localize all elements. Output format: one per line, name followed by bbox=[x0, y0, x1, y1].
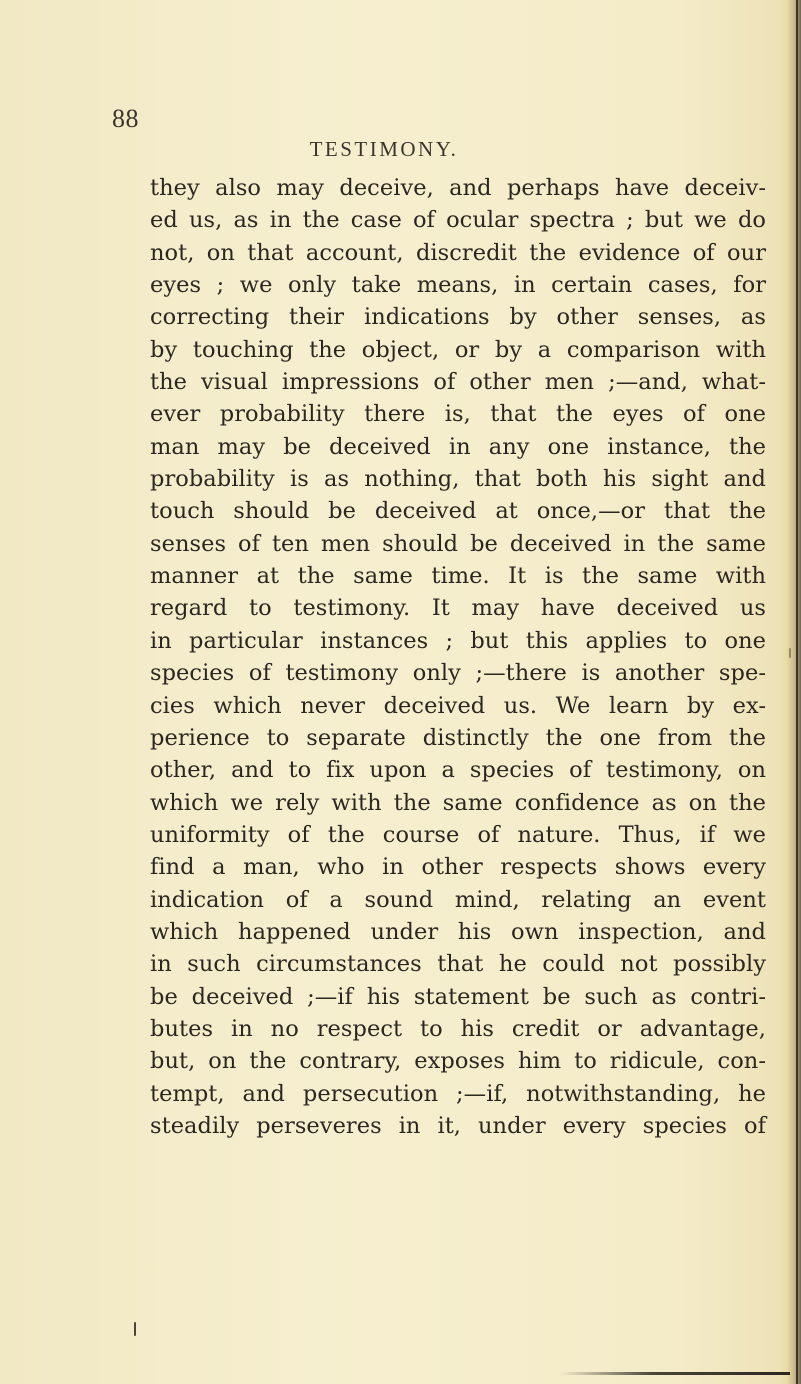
ink-speck bbox=[789, 648, 791, 658]
text-line: but, on the contrary, exposes him to ridicule, con- bbox=[150, 1048, 766, 1075]
page-number: 88 bbox=[112, 104, 139, 133]
text-line: other, and to fix upon a species of testimony, on bbox=[150, 757, 766, 784]
text-line: tempt, and persecution ;—if, notwithstanding, he bbox=[150, 1080, 766, 1107]
text-line: senses of ten men should be deceived in the same bbox=[150, 530, 766, 557]
text-line: cies which never deceived us. We learn by ex- bbox=[150, 692, 766, 719]
running-head: TESTIMONY. bbox=[309, 137, 459, 161]
text-line: which we rely with the same confidence as on the bbox=[150, 789, 766, 816]
text-line: which happened under his own inspection, and bbox=[150, 918, 766, 945]
text-line: correcting their indications by other senses, as bbox=[150, 304, 766, 331]
text-line: butes in no respect to his credit or advantage, bbox=[150, 1015, 766, 1042]
text-line: the visual impressions of other men ;—and, what- bbox=[150, 369, 766, 396]
text-line: indication of a sound mind, relating an event bbox=[150, 886, 766, 913]
text-line: by touching the object, or by a comparison with bbox=[150, 336, 766, 363]
text-line: man may be deceived in any one instance, the bbox=[150, 433, 766, 460]
text-line: in such circumstances that he could not possibly bbox=[150, 951, 766, 978]
text-line: find a man, who in other respects shows every bbox=[150, 854, 766, 881]
text-line: eyes ; we only take means, in certain cases, for bbox=[150, 272, 766, 299]
text-line: steadily perseveres in it, under every species of bbox=[150, 1112, 766, 1139]
text-line: ever probability there is, that the eyes of one bbox=[150, 401, 766, 428]
text-line: regard to testimony. It may have deceived us bbox=[150, 595, 766, 622]
ink-speck bbox=[134, 1322, 136, 1336]
text-line: they also may deceive, and perhaps have deceiv- bbox=[150, 175, 766, 201]
text-line: be deceived ;—if his statement be such as contri- bbox=[150, 983, 766, 1010]
text-line: ed us, as in the case of ocular spectra ; but we do bbox=[150, 207, 766, 234]
text-line: perience to separate distinctly the one from the bbox=[150, 724, 766, 751]
text-line: manner at the same time. It is the same with bbox=[150, 563, 766, 590]
text-line: uniformity of the course of nature. Thus, if we bbox=[150, 821, 766, 848]
bottom-edge-rule bbox=[560, 1372, 790, 1375]
text-line: species of testimony only ;—there is another spe- bbox=[150, 660, 766, 687]
text-line: touch should be deceived at once,—or that the bbox=[150, 498, 766, 525]
text-line: not, on that account, discredit the evidence of our bbox=[150, 239, 766, 266]
body-text bbox=[150, 172, 766, 1142]
text-line: probability is as nothing, that both his sight and bbox=[150, 466, 766, 493]
text-line: in particular instances ; but this applies to one bbox=[150, 627, 766, 654]
page-edge-line bbox=[796, 0, 798, 1384]
